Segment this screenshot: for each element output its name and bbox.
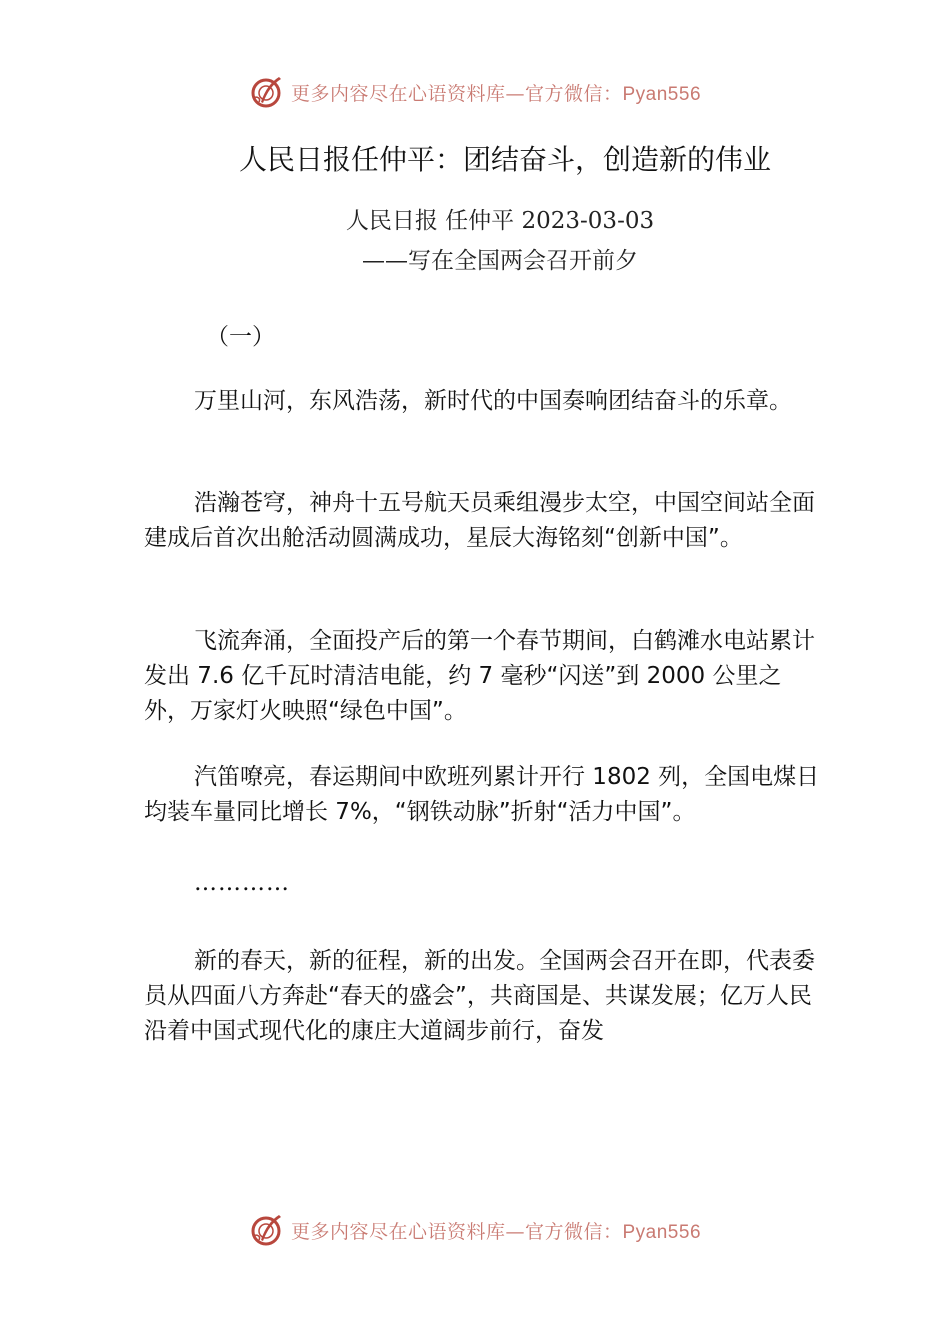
paragraph-3: 飞流奔涌，全面投产后的第一个春节期间，白鹤滩水电站累计发出 7.6 亿千瓦时清洁电能，约 7 毫秒“闪送”到 2000 公里之外，万家灯火映照“绿色中国”。 bbox=[144, 628, 815, 724]
footer-banner bbox=[0, 1210, 950, 1250]
banner-text bbox=[291, 79, 701, 106]
quill-logo-icon bbox=[249, 1212, 285, 1248]
banner-text bbox=[291, 1217, 701, 1244]
paragraph-4: 汽笛嘹亮，春运期间中欧班列累计开行 1802 列，全国电煤日均装车量同比增长 7%，“钢铁动脉”折射“活力中国”。 bbox=[144, 764, 820, 825]
article-byline: 人民日报 任仲平 2023-03-03 bbox=[345, 208, 655, 234]
paragraph-2: 浩瀚苍穹，神舟十五号航天员乘组漫步太空，中国空间站全面建成后首次出舱活动圆满成功，星辰大海铭刻“创新中国”。 bbox=[144, 490, 815, 551]
ellipsis-paragraph: ………… bbox=[194, 870, 290, 896]
article-title: 人民日报任仲平：团结奋斗，创造新的伟业 bbox=[238, 143, 771, 176]
header-banner bbox=[0, 72, 950, 112]
banner-label: 更多内容尽在心语资料库—官方微信： bbox=[290, 1220, 623, 1243]
quill-logo-icon bbox=[249, 74, 285, 110]
banner-wechat-id: Pyan556 bbox=[622, 83, 702, 105]
paragraph-1: 万里山河，东风浩荡，新时代的中国奏响团结奋斗的乐章。 bbox=[194, 388, 792, 414]
paragraph-6: 新的春天，新的征程，新的出发。全国两会召开在即，代表委员从四面八方奔赴“春天的盛会”，共商国是、共谋发展；亿万人民沿着中国式现代化的康庄大道阔步前行，奋发 bbox=[144, 948, 815, 1044]
banner-wechat-id: Pyan556 bbox=[622, 1221, 702, 1243]
article-subtitle: ——写在全国两会召开前夕 bbox=[362, 248, 638, 274]
banner-label: 更多内容尽在心语资料库—官方微信： bbox=[290, 82, 623, 105]
section-number: （一） bbox=[206, 324, 275, 350]
